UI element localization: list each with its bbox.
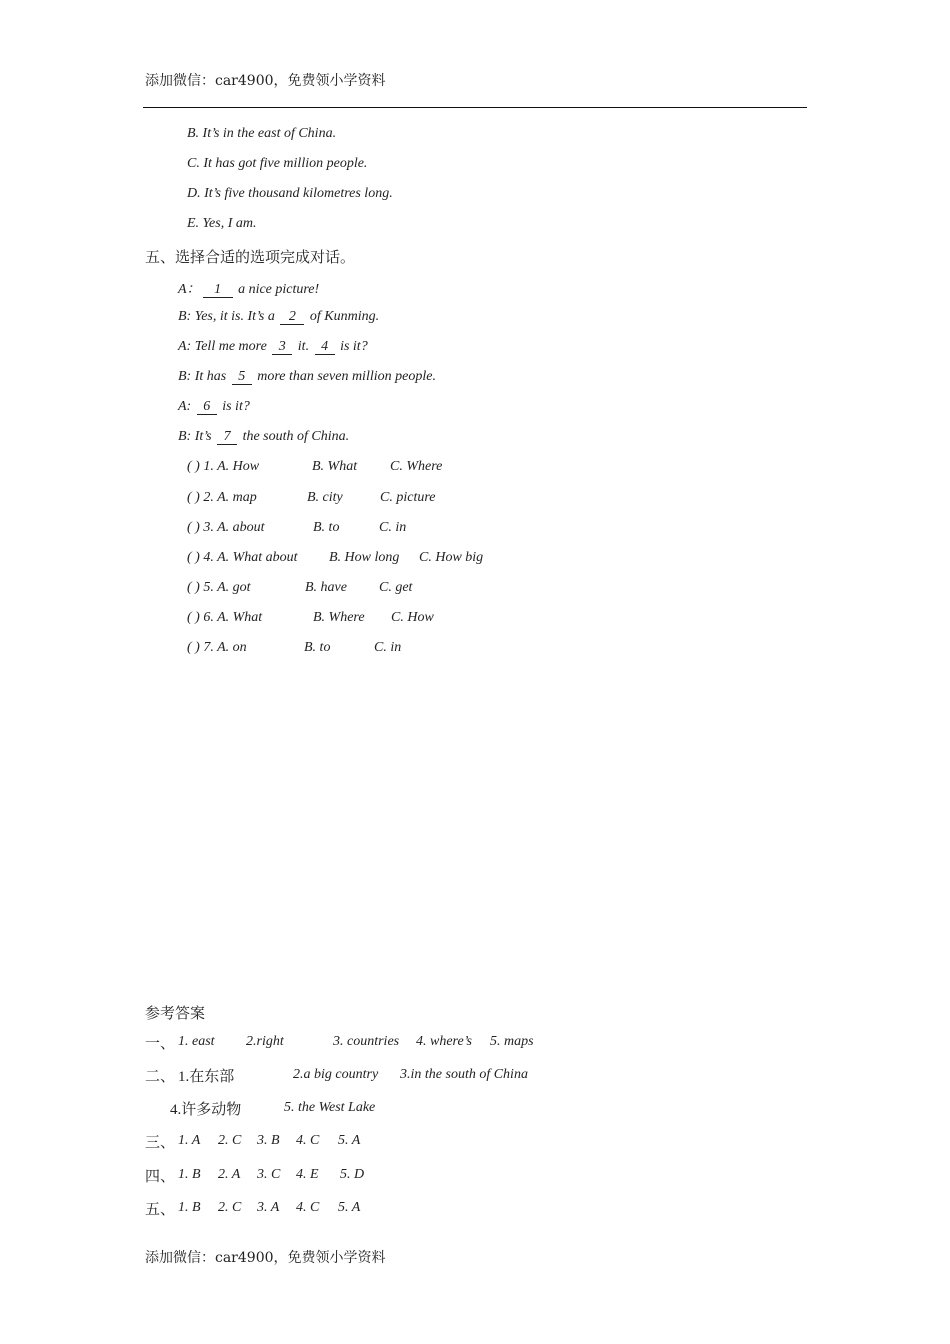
answer-1-4: 4. where’s [416, 1034, 472, 1049]
question-6-option-b: B. Where [313, 610, 365, 625]
dialogue-line-text: B: It’s [178, 429, 216, 444]
dialogue-line-text: B: It has [178, 369, 230, 384]
answer-4-2: 2. A [218, 1167, 241, 1182]
answer-1-1: 1. east [178, 1034, 215, 1049]
question-6-stem: ( ) 6. A. What [187, 610, 263, 625]
dialogue-line-text: the south of China. [239, 429, 350, 444]
dialogue-line-text: is it? [336, 339, 368, 354]
answer-1-2: 2.right [246, 1034, 284, 1049]
option-b: B. It’s in the east of China. [187, 126, 337, 141]
dialogue-line-1 [178, 278, 319, 298]
blank-4: 4 [315, 340, 335, 355]
question-3-option-b: B. to [313, 520, 340, 535]
question-5-option-b: B. have [305, 580, 347, 595]
dialogue-line-5 [178, 399, 250, 415]
answer-4-4: 4. E [296, 1167, 319, 1182]
header-divider [143, 107, 807, 108]
answer-row-label-2: 二、 [145, 1067, 176, 1085]
answer-key-title: 参考答案 [145, 1004, 206, 1022]
blank-6: 6 [197, 400, 217, 415]
question-7-option-b: B. to [304, 640, 331, 655]
question-2-option-b: B. city [307, 490, 343, 505]
answer-3-2: 2. C [218, 1133, 242, 1148]
answer-1-3: 3. countries [333, 1034, 400, 1049]
answer-5-2: 2. C [218, 1200, 242, 1215]
answer-4-5: 5. D [340, 1167, 365, 1182]
dialogue-line-text: A: [178, 399, 195, 414]
dialogue-line-4 [178, 369, 436, 385]
option-c: C. It has got five million people. [187, 156, 368, 171]
answer-2-3: 3.in the south of China [400, 1067, 528, 1082]
dialogue-line-text: of Kunming. [306, 309, 380, 324]
answer-4-1: 1. B [178, 1167, 201, 1182]
blank-5: 5 [232, 370, 252, 385]
answer-2-1: 1.在东部 [178, 1069, 235, 1085]
blank-3: 3 [272, 340, 292, 355]
answer-5-1: 1. B [178, 1200, 201, 1215]
answer-5-4: 4. C [296, 1200, 320, 1215]
dialogue-line-2 [178, 309, 379, 325]
answer-row-label-1: 一、 [145, 1034, 176, 1052]
section-title-part5: 五、选择合适的选项完成对话。 [145, 248, 356, 266]
answer-3-5: 5. A [338, 1133, 361, 1148]
answer-2-4: 4.许多动物 [170, 1102, 242, 1118]
question-3-option-c: C. in [379, 520, 407, 535]
question-5-option-c: C. get [379, 580, 413, 595]
dialogue-line-3 [178, 339, 368, 355]
question-2-option-c: C. picture [380, 490, 436, 505]
answer-row-label-3: 三、 [145, 1133, 176, 1151]
question-1-option-b: B. What [312, 459, 358, 474]
answer-3-1: 1. A [178, 1133, 201, 1148]
question-4-option-b: B. How long [329, 550, 400, 565]
dialogue-line-6 [178, 429, 349, 445]
blank-2: 2 [280, 310, 304, 325]
dialogue-line-text: B: Yes, it is. It’s a [178, 309, 279, 324]
blank-1: 1 [203, 283, 233, 298]
answer-2-5: 5. the West Lake [284, 1100, 376, 1115]
answer-row-label-4: 四、 [145, 1167, 176, 1185]
question-4-stem: ( ) 4. A. What about [187, 550, 298, 565]
page-header: 添加微信：car4900，免费领小学资料 [145, 73, 386, 89]
question-3-stem: ( ) 3. A. about [187, 520, 265, 535]
answer-5-3: 3. A [257, 1200, 280, 1215]
dialogue-line-text: A： [178, 282, 201, 297]
question-7-stem: ( ) 7. A. on [187, 640, 247, 655]
question-4-option-c: C. How big [419, 550, 484, 565]
dialogue-line-text: a nice picture! [234, 282, 320, 297]
question-6-option-c: C. How [391, 610, 434, 625]
answer-row-label-5: 五、 [145, 1200, 176, 1218]
dialogue-line-text: A: Tell me more [178, 339, 271, 354]
question-7-option-c: C. in [374, 640, 402, 655]
answer-3-4: 4. C [296, 1133, 320, 1148]
dialogue-line-text: is it? [218, 399, 250, 414]
question-1-stem: ( ) 1. A. How [187, 459, 260, 474]
dialogue-line-text: it. [294, 339, 313, 354]
dialogue-line-text: more than seven million people. [253, 369, 436, 384]
question-5-stem: ( ) 5. A. got [187, 580, 251, 595]
answer-2-2: 2.a big country [293, 1067, 379, 1082]
answer-4-3: 3. C [257, 1167, 281, 1182]
option-e: E. Yes, I am. [187, 216, 257, 231]
question-1-option-c: C. Where [390, 459, 443, 474]
question-2-stem: ( ) 2. A. map [187, 490, 257, 505]
answer-3-3: 3. B [257, 1133, 280, 1148]
answer-1-5: 5. maps [490, 1034, 534, 1049]
answer-5-5: 5. A [338, 1200, 361, 1215]
blank-7: 7 [217, 430, 237, 445]
page-footer: 添加微信：car4900，免费领小学资料 [145, 1250, 386, 1266]
option-d: D. It’s five thousand kilometres long. [187, 186, 393, 201]
